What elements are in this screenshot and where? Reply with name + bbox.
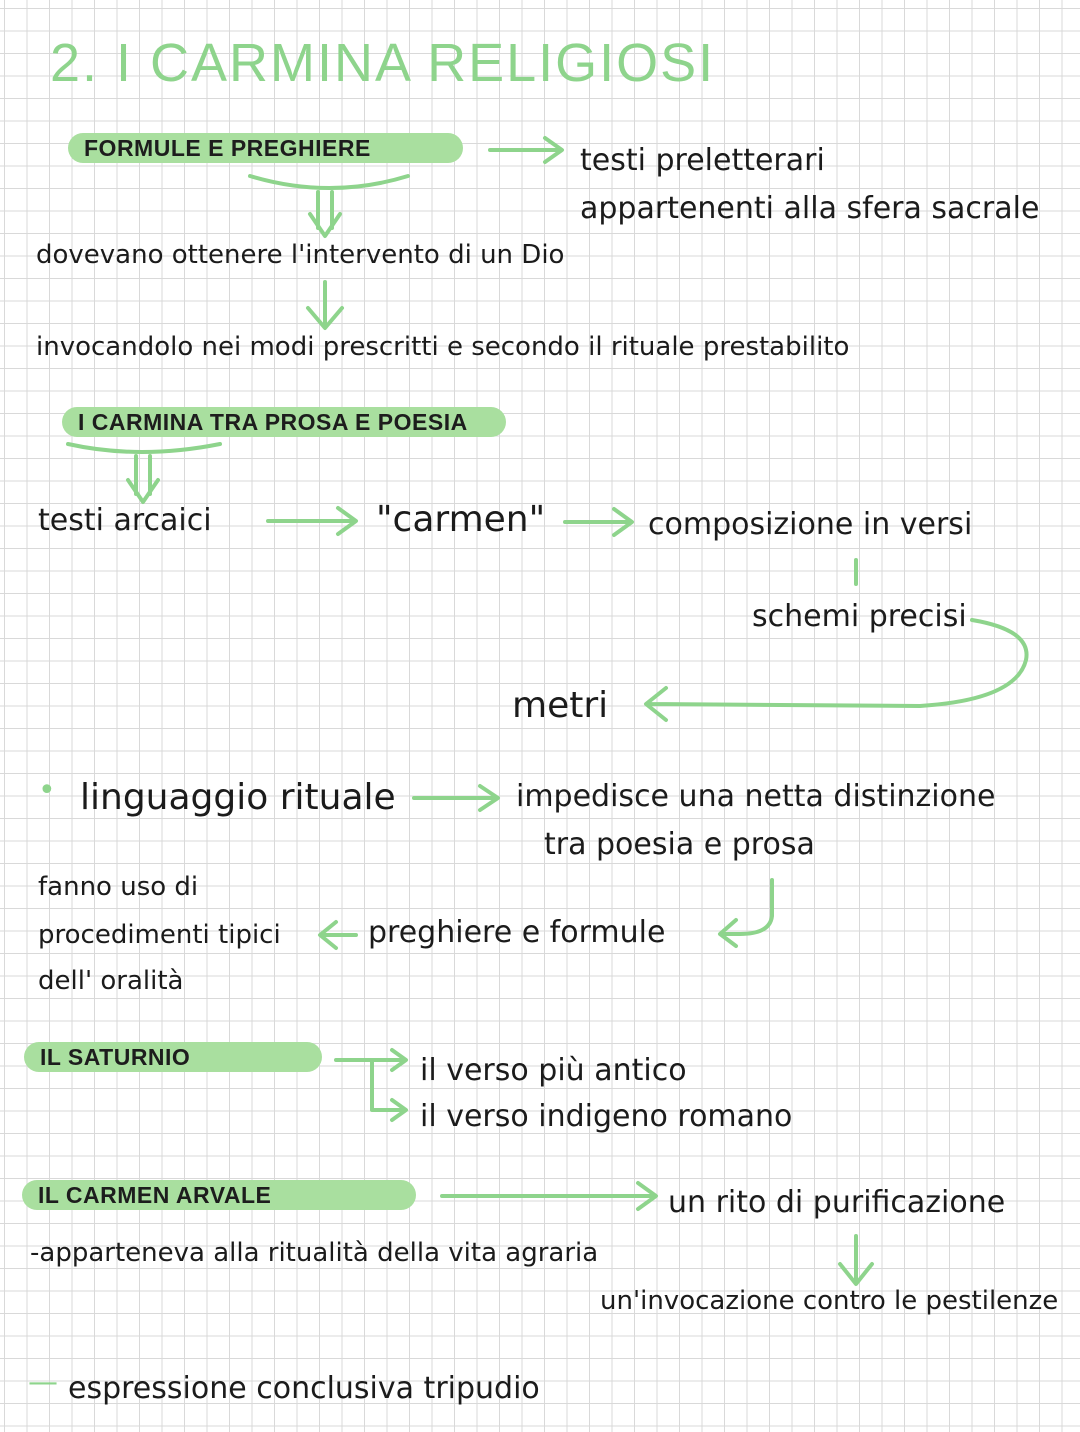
text-preghiere-formule: preghiere e formule <box>368 915 666 950</box>
text-composizione-versi: composizione in versi <box>648 507 973 542</box>
text-fanno-uso: fanno uso di <box>38 872 199 902</box>
text-invocazione: un'invocazione contro le pestilenze <box>600 1286 1059 1316</box>
text-appartenenza: -apparteneva alla ritualità della vita agraria <box>30 1238 599 1268</box>
dash-espressione: — <box>28 1365 58 1400</box>
text-oralita: dell' oralità <box>38 966 184 996</box>
arrow-carmen-composizione <box>565 509 632 535</box>
text-impedisce-line1: impedisce una netta distinzione <box>516 779 996 814</box>
arrow-linguaggio-impedisce <box>414 786 498 810</box>
text-procedimenti: procedimenti tipici <box>38 920 281 950</box>
formule-desc-line2: appartenenti alla sfera sacrale <box>580 191 1040 226</box>
formule-line-dovevano: dovevano ottenere l'intervento di un Dio <box>36 240 565 270</box>
brace-formule <box>250 176 408 188</box>
heading-formule: FORMULE E PREGHIERE <box>68 133 463 163</box>
arrow-testi-carmen <box>268 508 356 534</box>
text-schemi-precisi: schemi precisi <box>752 599 967 634</box>
arrow-schemi-metri <box>646 620 1027 720</box>
arrow-saturnio <box>336 1050 406 1120</box>
arrow-down-invocando <box>308 282 342 328</box>
brace-carmina <box>68 444 220 452</box>
text-saturnio-item1: il verso più antico <box>420 1053 687 1088</box>
heading-carmina-prosa-poesia: I CARMINA TRA PROSA E POESIA <box>62 407 506 437</box>
text-impedisce-line2: tra poesia e prosa <box>544 827 815 862</box>
double-arrow-formule <box>310 192 340 236</box>
heading-carmen-arvale: IL CARMEN ARVALE <box>22 1180 416 1210</box>
text-testi-arcaici: testi arcaici <box>38 503 212 538</box>
arrow-prosa-preghiere <box>720 880 772 946</box>
text-carmen: "carmen" <box>376 499 546 540</box>
page-title: 2. I CARMINA RELIGIOSI <box>50 33 716 93</box>
formule-desc-line1: testi preletterari <box>580 143 825 178</box>
formule-line-invocandolo: invocandolo nei modi prescritti e secondo il rituale prestabilito <box>36 332 850 362</box>
arrow-arvale-rito <box>442 1183 656 1209</box>
text-saturnio-item2: il verso indigeno romano <box>420 1099 793 1134</box>
text-metri: metri <box>512 685 609 726</box>
text-linguaggio-rituale: linguaggio rituale <box>80 777 396 818</box>
text-rito-purificazione: un rito di purificazione <box>668 1185 1006 1220</box>
text-espressione-conclusiva: espressione conclusiva tripudio <box>68 1371 540 1406</box>
arrow-formule-right <box>490 138 562 162</box>
arrow-preghiere-procedimenti <box>320 922 356 948</box>
double-arrow-carmina <box>128 456 158 502</box>
bullet-linguaggio: • <box>38 773 56 808</box>
heading-saturnio: IL SATURNIO <box>24 1042 322 1072</box>
arrow-rito-invocazione <box>840 1236 872 1284</box>
